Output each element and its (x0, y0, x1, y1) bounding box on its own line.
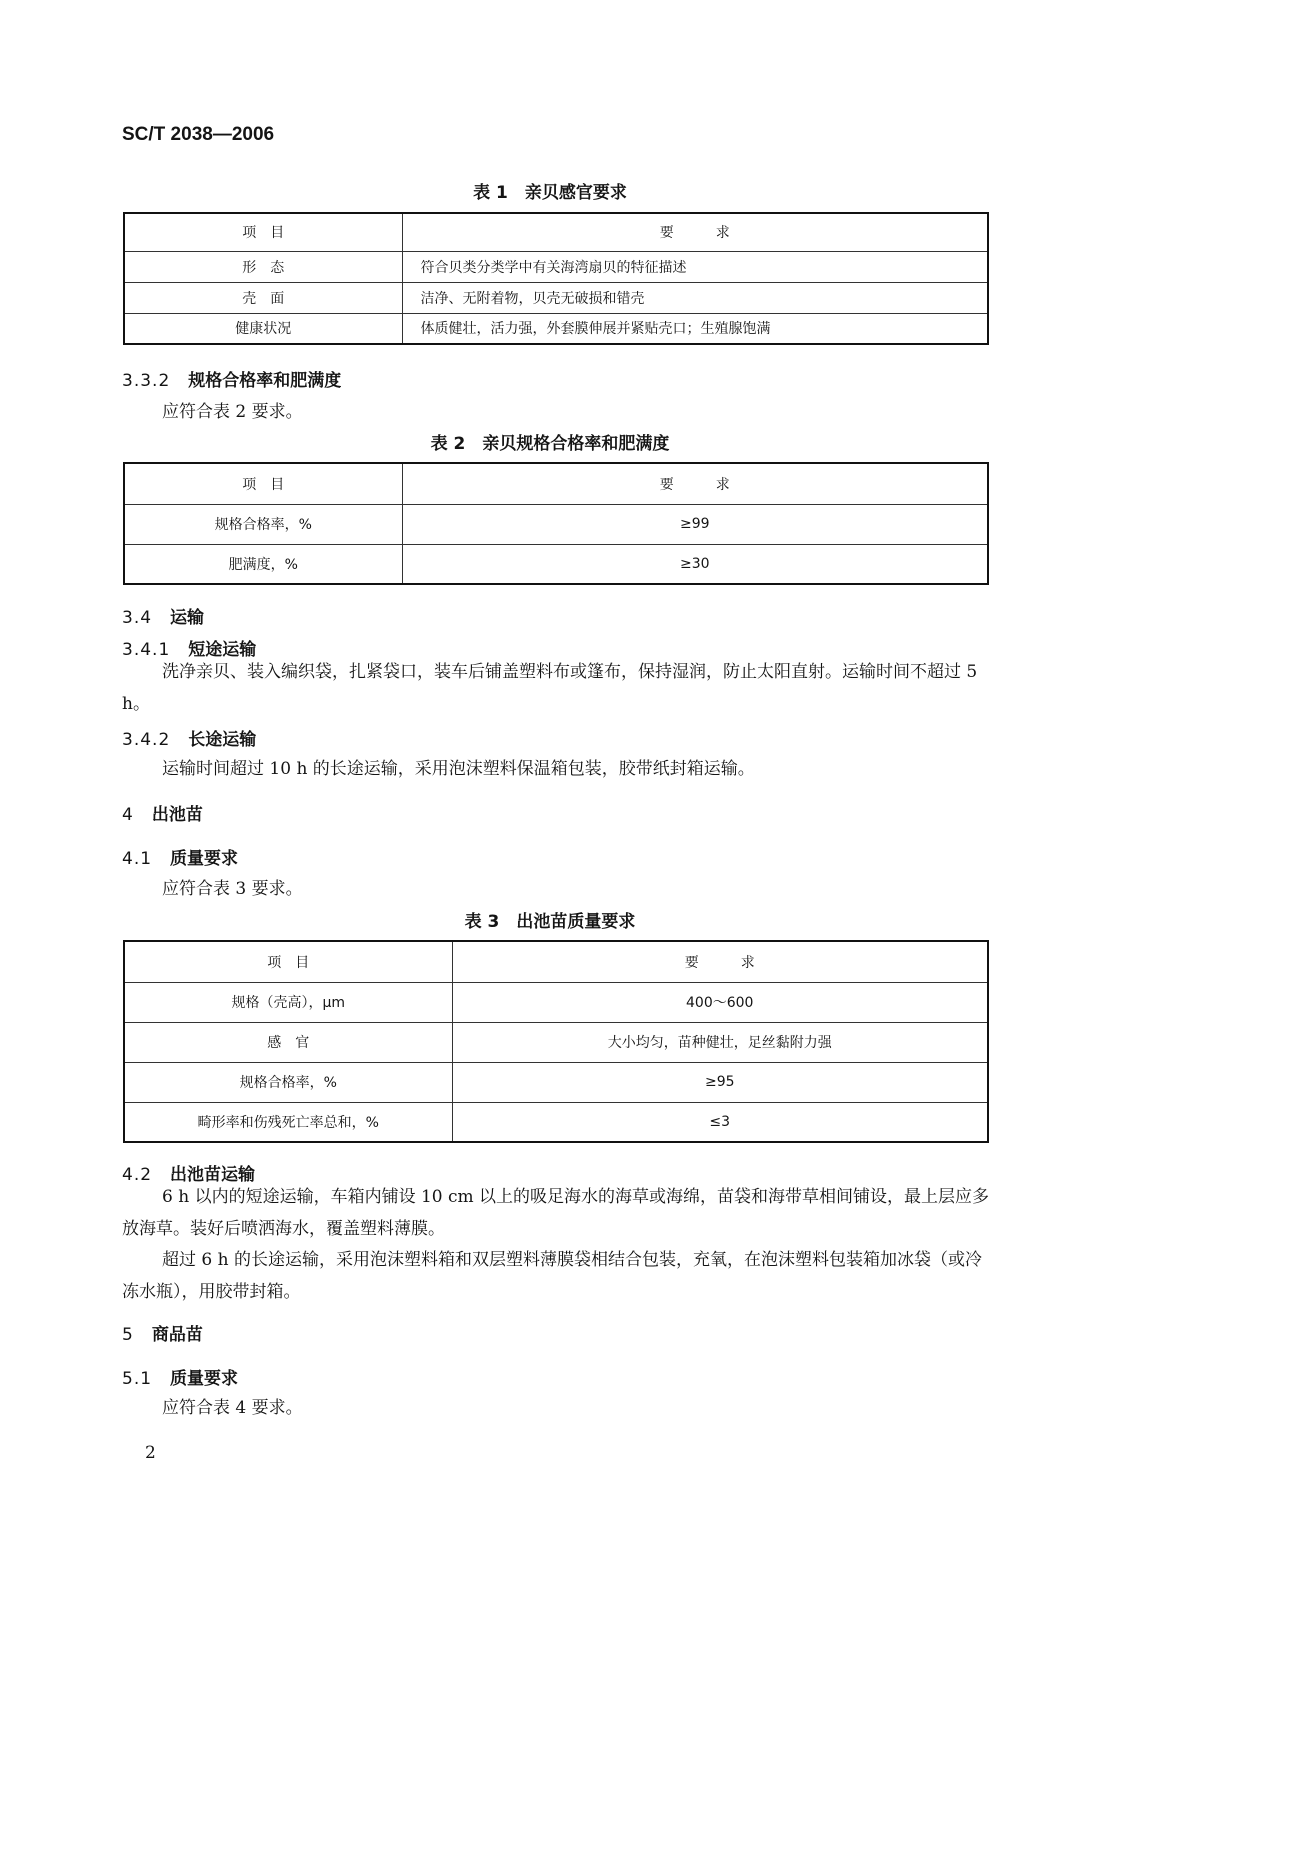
table-cell: ≥99 (402, 504, 988, 544)
table-cell: 壳 面 (124, 282, 402, 313)
table-cell: 规格合格率，% (124, 504, 402, 544)
table-header-cell: 要 求 (402, 463, 988, 504)
section-title: 规格合格率和肥满度 (188, 371, 342, 391)
table-header-row (124, 941, 988, 982)
paragraph-text: 超过 6 h 的长途运输，采用泡沫塑料箱和双层塑料薄膜袋相结合包装，充氧，在泡沫塑料包装箱加冰袋（或冷冻水瓶），用胶带封箱。 (122, 1250, 982, 1302)
table-cell: 规格合格率，% (124, 1062, 452, 1102)
section-title: 短途运输 (188, 640, 257, 660)
section-3-4-heading (122, 603, 204, 628)
table-cell: 400～600 (452, 982, 988, 1022)
table3-caption: 表 3 出池苗质量要求 (464, 912, 636, 932)
section-number: 4 (122, 805, 134, 825)
table-cell: 感 官 (124, 1022, 452, 1062)
section-title: 运输 (170, 608, 205, 628)
table1-caption: 表 1 亲贝感官要求 (473, 183, 627, 203)
section-4-2-paragraph-2 (122, 1244, 992, 1308)
section-5-1-heading (122, 1364, 238, 1389)
table1 (123, 212, 989, 345)
section-number: 4.1 (122, 849, 153, 869)
section-3-4-2-text: 运输时间超过 10 h 的长途运输，采用泡沫塑料保温箱包装，胶带纸封箱运输。 (162, 759, 755, 779)
table-cell: 健康状况 (124, 313, 402, 344)
table-cell: 洁净、无附着物，贝壳无破损和错壳 (402, 282, 988, 313)
table-cell: ≥95 (452, 1062, 988, 1102)
section-number: 4.2 (122, 1165, 153, 1185)
table-header-row (124, 463, 988, 504)
section-number: 3.4.1 (122, 640, 171, 660)
table-cell: 畸形率和伤残死亡率总和，% (124, 1102, 452, 1142)
section-4-heading (122, 800, 203, 825)
table-row (124, 1022, 988, 1062)
table-header-cell: 要 求 (402, 213, 988, 251)
table-header-cell: 项 目 (124, 463, 402, 504)
paragraph-text: 6 h 以内的短途运输，车箱内铺设 10 cm 以上的吸足海水的海草或海绵，苗袋和海带草相间铺设，最上层应多放海草。装好后喷洒海水，覆盖塑料薄膜。 (122, 1187, 990, 1239)
table-row (124, 282, 988, 313)
table-row (124, 313, 988, 344)
section-3-3-2-heading (122, 366, 341, 391)
table-row (124, 544, 988, 584)
section-number: 5 (122, 1325, 134, 1345)
table-cell: 体质健壮，活力强，外套膜伸展并紧贴壳口；生殖腺饱满 (402, 313, 988, 344)
section-title: 质量要求 (170, 1369, 239, 1389)
table2 (123, 462, 989, 585)
section-number: 3.4 (122, 608, 153, 628)
table-header-row (124, 213, 988, 251)
table-cell: 肥满度，% (124, 544, 402, 584)
table-cell: 大小均匀，苗种健壮，足丝黏附力强 (452, 1022, 988, 1062)
table-row (124, 1102, 988, 1142)
section-4-2-paragraph-1 (122, 1181, 992, 1245)
table-cell: 符合贝类分类学中有关海湾扇贝的特征描述 (402, 251, 988, 282)
table-header-cell: 项 目 (124, 213, 402, 251)
table-cell: ≥30 (402, 544, 988, 584)
section-title: 出池苗 (151, 805, 203, 825)
page-number: 2 (145, 1443, 156, 1463)
section-title: 长途运输 (188, 730, 257, 750)
section-number: 3.3.2 (122, 371, 171, 391)
section-4-1-heading (122, 844, 238, 869)
section-title: 出池苗运输 (170, 1165, 256, 1185)
table2-caption: 表 2 亲贝规格合格率和肥满度 (430, 434, 670, 454)
section-3-4-1-text (122, 656, 992, 720)
section-number: 3.4.2 (122, 730, 171, 750)
section-title: 商品苗 (151, 1325, 203, 1345)
table-header-cell: 要 求 (452, 941, 988, 982)
section-5-heading (122, 1320, 203, 1345)
section-5-1-text: 应符合表 4 要求。 (162, 1398, 303, 1418)
table-header-cell: 项 目 (124, 941, 452, 982)
table3 (123, 940, 989, 1143)
section-title: 质量要求 (170, 849, 239, 869)
paragraph-text: 洗净亲贝、装入编织袋，扎紧袋口，装车后铺盖塑料布或篷布，保持湿润，防止太阳直射。运输时间不超过 5 h。 (122, 662, 978, 714)
table-row (124, 251, 988, 282)
table-row (124, 982, 988, 1022)
table-cell: 规格（壳高），μm (124, 982, 452, 1022)
table-cell: ≤3 (452, 1102, 988, 1142)
section-number: 5.1 (122, 1369, 153, 1389)
section-3-3-2-text: 应符合表 2 要求。 (162, 402, 303, 422)
section-4-1-text: 应符合表 3 要求。 (162, 879, 303, 899)
table-row (124, 1062, 988, 1102)
section-3-4-2-heading (122, 725, 256, 750)
table-row (124, 504, 988, 544)
standard-code-header: SC/T 2038—2006 (122, 124, 275, 145)
table-cell: 形 态 (124, 251, 402, 282)
